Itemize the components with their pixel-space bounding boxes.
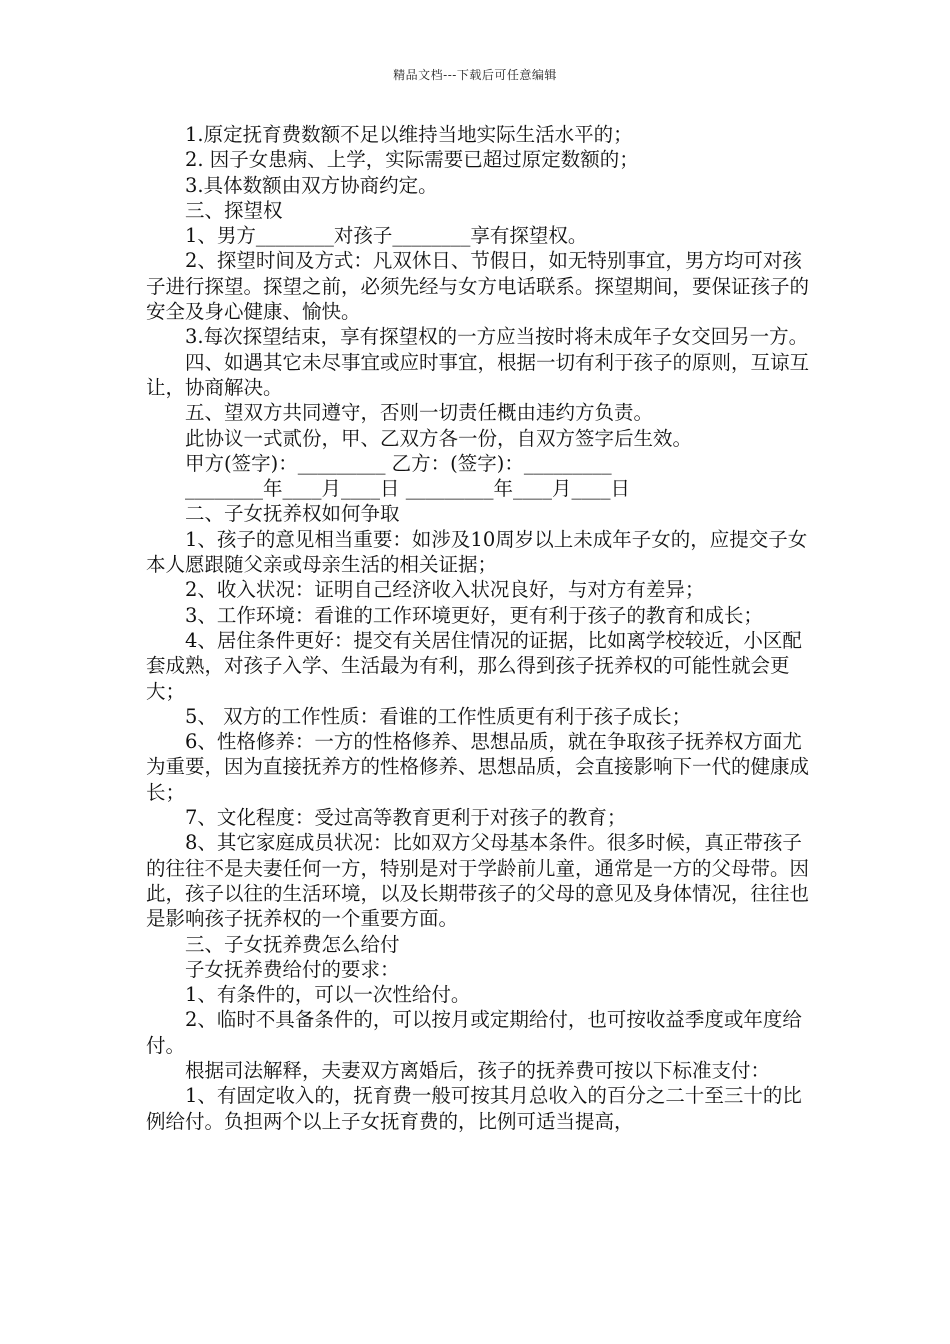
paragraph: 1、有固定收入的，抚育费一般可按其月总收入的百分之二十至三十的比例给付。负担两个以上子女抚育费的，比例可适当提高， <box>146 1084 802 1133</box>
section-heading: 三、探望权 <box>185 198 283 222</box>
date-line: ________年____月____日 _________年____月____日 <box>185 477 630 501</box>
paragraph: 2、探望时间及方式：凡双休日、节假日，如无特别事宜，男方均可对孩子进行探望。探望之前，必须先经与女方电话联系。探望期间，要保证孩子的安全及身心健康、愉快。 <box>146 249 810 324</box>
paragraph: 五、望双方共同遵守，否则一切责任概由违约方负责。 <box>185 401 654 425</box>
section-heading: 三、子女抚养费怎么给付 <box>185 932 400 956</box>
paragraph: 3、工作环境：看谁的工作环境更好，更有利于孩子的教育和成长； <box>185 603 763 627</box>
paragraph: 四、如遇其它未尽事宜或应时事宜，根据一切有利于孩子的原则，互谅互让，协商解决。 <box>146 350 810 399</box>
paragraph: 6、性格修养：一方的性格修养、思想品质，就在争取孩子抚养权方面尤为重要，因为直接抚养方的性格修养、思想品质，会直接影响下一代的健康成长； <box>146 730 810 804</box>
paragraph: 7、文化程度：受过高等教育更利于对孩子的教育； <box>185 806 627 830</box>
paragraph: 子女抚养费给付的要求： <box>185 957 400 981</box>
paragraph: 8、其它家庭成员状况：比如双方父母基本条件。很多时候，真正带孩子的往往不是夫妻任何一方，特别是对于学龄前儿童，通常是一方的父母带。因此，孩子以往的生活环境，以及长期带孩子的父母的意见及身体情况，往往也是影响孩子抚养权的一个重要方面。 <box>146 831 810 931</box>
paragraph: 4、居住条件更好：提交有关居住情况的证据，比如离学校较近，小区配套成熟，对孩子入学、生活最为有利，那么得到孩子抚养权的可能性就会更大； <box>146 628 802 703</box>
page-header: 精品文档---下载后可任意编辑 <box>393 68 557 82</box>
signature-line: 甲方(签字)：_________ 乙方：(签字)：_________ <box>185 451 612 475</box>
paragraph: 此协议一式贰份，甲、乙双方各一份，自双方签字后生效。 <box>185 426 693 450</box>
paragraph: 3.每次探望结束，享有探望权的一方应当按时将未成年子女交回另一方。 <box>185 325 809 349</box>
paragraph: 1、有条件的，可以一次性给付。 <box>185 983 471 1007</box>
paragraph: 根据司法解释，夫妻双方离婚后，孩子的抚养费可按以下标准支付： <box>185 1058 771 1082</box>
paragraph: 1、男方________对孩子________享有探望权。 <box>185 224 588 248</box>
paragraph: 3.具体数额由双方协商约定。 <box>185 173 438 197</box>
section-heading: 二、子女抚养权如何争取 <box>185 502 400 526</box>
paragraph: 1.原定抚育费数额不足以维持当地实际生活水平的； <box>185 123 633 146</box>
paragraph: 2. 因子女患病、上学，实际需要已超过原定数额的； <box>185 148 639 172</box>
document-body <box>146 122 814 1134</box>
paragraph: 2、收入状况：证明自己经济收入状况良好，与对方有差异； <box>185 578 705 602</box>
paragraph: 1、孩子的意见相当重要：如涉及10周岁以上未成年子女的，应提交子女本人愿跟随父亲或母亲生活的相关证据； <box>146 527 808 577</box>
paragraph: 5、 双方的工作性质：看谁的工作性质更有利于孩子成长； <box>185 704 692 728</box>
paragraph: 2、临时不具备条件的，可以按月或定期给付，也可按收益季度或年度给付。 <box>146 1008 802 1057</box>
